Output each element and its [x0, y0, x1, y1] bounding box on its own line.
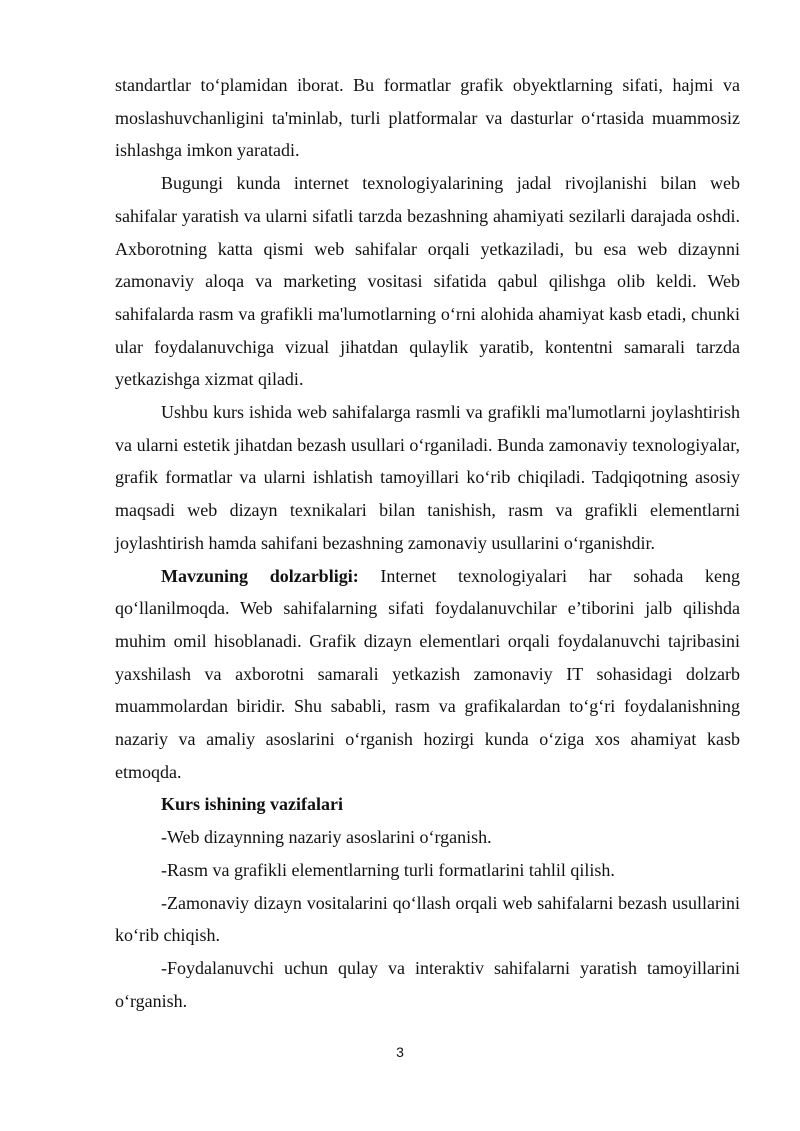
task-item: -Rasm va grafikli elementlarning turli formatlarini tahlil qilish.	[161, 859, 615, 880]
relevance-text: Internet texnologiyalari har sohada keng qo‘llanilmoqda. Web sahifalarning sifati foydalanuvchilar e’tiborini jalb qilishda muhim omil hisoblanadi. Grafik dizayn elementlari orqali foydalanuvchi tajribasini yaxshilash va axborotni samarali yetkazish zamonaviy IT sohasidagi dolzarb muammolardan biridir. Shu sababli, rasm va grafikalardan to‘g‘ri foydalanishning nazariy va amaliy asoslarini o‘rganish hozirgi kunda o‘ziga xos ahamiyat kasb etmoqda.	[115, 565, 740, 782]
tasks-heading: Kurs ishining vazifalari	[161, 794, 344, 815]
task-item: -Foydalanuvchi uchun qulay va interaktiv sahifalarni yaratish tamoyillarini o‘rganish.	[115, 957, 740, 1011]
paragraph-continuation: standartlar to‘plamidan iborat. Bu formatlar grafik obyektlarning sifati, hajmi va moslashuvchanligini ta'minlab, turli platformalar va dasturlar o‘rtasida muammosiz ishlashga imkon yaratadi.	[115, 75, 740, 161]
paragraph-relevance	[115, 560, 740, 789]
paragraph-introduction: Bugungi kunda internet texnologiyalarining jadal rivojlanishi bilan web sahifalar yaratish va ularni sifatli tarzda bezashning ahamiyati sezilarli darajada oshdi. Axborotning katta qismi web sahifalar orqali yetkaziladi, bu esa web dizaynni zamonaviy aloqa va marketing vositasi sifatida qabul qilishga olib keldi. Web sahifalarda rasm va grafikli ma'lumotlarning o‘rni alohida ahamiyat kasb etadi, chunki ular foydalanuvchiga vizual jihatdan qulaylik yaratib, kontentni samarali tarzda yetkazishga xizmat qiladi.	[115, 173, 740, 390]
page-body	[115, 69, 740, 1017]
relevance-heading: Mavzuning dolzarbligi:	[161, 565, 359, 586]
task-item: -Web dizaynning nazariy asoslarini o‘rganish.	[161, 827, 492, 848]
page-number: 3	[396, 1044, 404, 1060]
paragraph-course-aim: Ushbu kurs ishida web sahifalarga rasmli va grafikli ma'lumotlarni joylashtirish va ularni estetik jihatdan bezash usullari o‘rganiladi. Bunda zamonaviy texnologiyalar, grafik formatlar va ularni ishlatish tamoyillari ko‘rib chiqiladi. Tadqiqotning asosiy maqsadi web dizayn texnikalari bilan tanishish, rasm va grafikli elementlarni joylashtirish hamda sahifani bezashning zamonaviy usullarini o‘rganishdir.	[115, 402, 740, 553]
task-item: -Zamonaviy dizayn vositalarini qo‘llash orqali web sahifalarni bezash usullarini ko‘rib chiqish.	[115, 892, 740, 946]
